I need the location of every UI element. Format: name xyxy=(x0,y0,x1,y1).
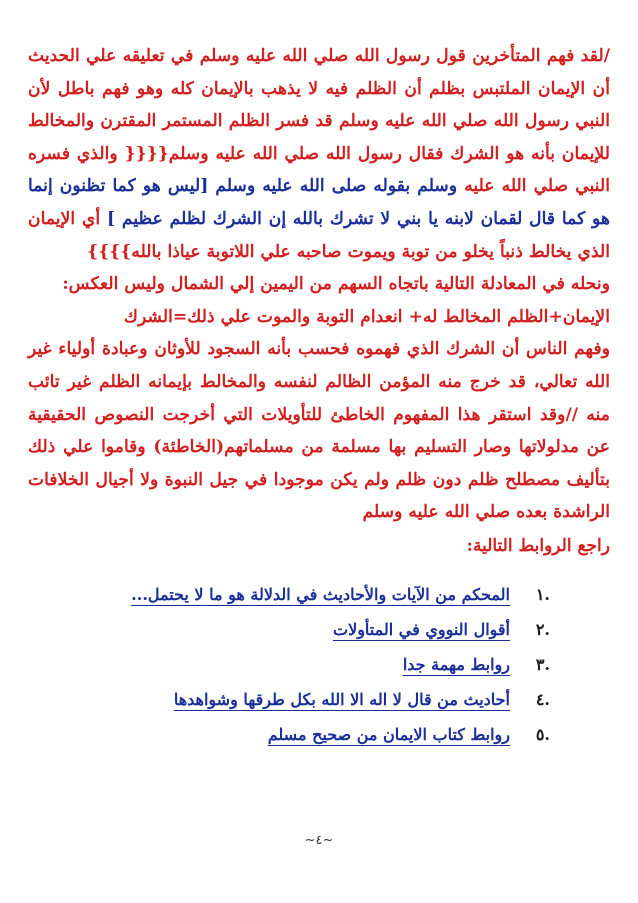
paragraph-intro xyxy=(28,40,610,268)
equation: الإيمان+الظلم المخالط له+ انعدام التوبة والموت علي ذلك=الشرك xyxy=(123,306,610,327)
paragraph-explanation: وفهم الناس أن الشرك الذي فهموه فحسب بأنه السجود للأوثان وعبادة أولياء غير الله تعالي، قد خرج منه المؤمن الظالم لنفسه والمخالط بإيمانه الظلم غير تائب منه //وقد استقر هذا المفهوم الخاطئ للتأويلات التي أخرجت النصوص الحقيقية عن مدلولاتها وصار التسليم بها مسلمة من مسلماتهم(الخاطئة) وقاموا علي ذلك بتأليف مصطلح ظلم دون ظلم ولم يكن موجودا في جيل النبوة ولا أجيال الخلافات الراشدة بعده صلي الله عليه وسلم xyxy=(28,339,610,523)
list-number: .٢ xyxy=(535,619,550,639)
reference-link[interactable]: المحكم من الآيات والأحاديث في الدلالة هو ما لا يحتمل... xyxy=(131,584,510,604)
intro-text: /لقد فهم المتأخرين قول رسول الله صلي الله عليه وسلم في تعليقه علي الحديث أن الإيمان الملتبس بظلم أن الظلم فيه لا يذهب بالإيمان كله وهو فهم باطل لأن النبي رسول الله صلي الله عليه وسلم قد فسر الظلم المستمر المقترن والمخالط للإيمان بأنه هو الشرك فقال رسول الله صلي الله عليه وسلم{{{{ والذي فسره النبي صلي الله عليه xyxy=(28,46,610,197)
list-item xyxy=(28,717,550,752)
list-number: .٤ xyxy=(535,689,550,709)
list-item xyxy=(28,612,550,647)
list-item xyxy=(28,577,550,612)
equation-intro: ونحله في المعادلة التالية باتجاه السهم من اليمين إلي الشمال وليس العكس: xyxy=(62,274,610,295)
references-list xyxy=(28,577,610,752)
list-item xyxy=(28,682,550,717)
list-number: .١ xyxy=(535,584,550,604)
reference-link[interactable]: روابط مهمة جدا xyxy=(402,654,510,674)
list-number: .٥ xyxy=(535,724,550,744)
intro-continuation: أي الإيمان الذي يخالط ذنباً يخلو من توبة ويموت صاحبه علي اللاتوبة عياذا بالله}}}} xyxy=(28,208,610,262)
page-number: ~٤~ xyxy=(304,833,334,848)
list-number: .٣ xyxy=(535,654,550,674)
list-item xyxy=(28,647,550,682)
references-heading: راجع الروابط التالية: xyxy=(466,535,610,556)
document-page xyxy=(28,40,610,752)
reference-link[interactable]: أحاديث من قال لا اله الا الله بكل طرقها وشواهدها xyxy=(173,689,510,709)
reference-link[interactable]: روابط كتاب الايمان من صحيح مسلم xyxy=(267,724,510,744)
hadith-quote: وسلم بقوله صلى الله عليه وسلم [ليس هو كما تظنون إنما هو كما قال لقمان لابنه يا بني لا تشرك بالله إن الشرك لظلم عظيم ] xyxy=(28,176,611,229)
reference-link[interactable]: أقوال النووي في المتأولات xyxy=(333,619,510,639)
